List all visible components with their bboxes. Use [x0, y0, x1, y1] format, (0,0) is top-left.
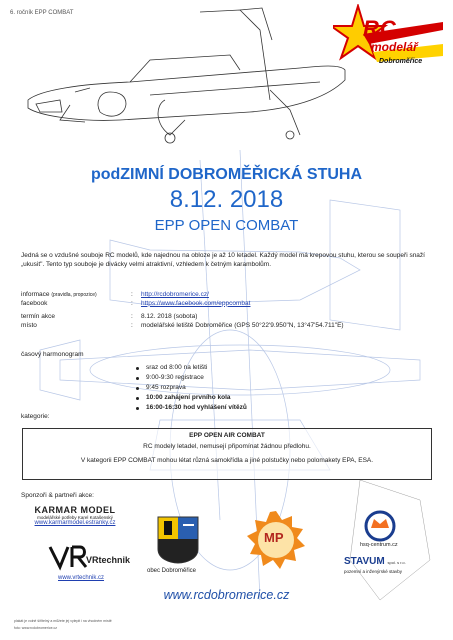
schedule-item: 9:00-9:30 registrace: [136, 373, 247, 383]
karmar-title: KARMAR MODEL: [34, 505, 116, 515]
obec-label: obec Dobroměřice: [147, 568, 197, 574]
rc-modelar-logo: [333, 4, 445, 78]
info-row-termin: [21, 313, 441, 322]
mp-text: MP: [264, 530, 284, 545]
schedule-item: 9:45 rozprava: [136, 383, 247, 393]
mp-logo: [246, 510, 306, 570]
info-block: [21, 291, 441, 330]
husqvarna-link[interactable]: hsq-centrum.cz: [360, 542, 398, 548]
stavum-text: STAVUM: [344, 556, 385, 567]
category-title: EPP OPEN AIR COMBAT: [189, 432, 265, 439]
website-link[interactable]: www.rcdobromerice.cz: [163, 588, 290, 602]
informace-note: (pravidla, propozice): [51, 292, 97, 298]
informace-label: informace: [21, 291, 50, 298]
stavum-logo: [344, 556, 406, 567]
logo-rc-text: RC: [363, 16, 397, 41]
info-row-misto: [21, 322, 441, 331]
informace-label-wrap: [21, 291, 131, 300]
logo-town-text: Dobroměřice: [379, 58, 423, 65]
category-line1: RC modely letadel, nemusejí připomínat žádnou předlohu.: [143, 442, 311, 450]
coat-of-arms-icon: [156, 515, 200, 565]
category-line2: V kategorii EPP COMBAT mohou létat různá samokřídla a jiné polstučky nebo polomakety EPA, ESA.: [80, 457, 374, 464]
logo-modelar-text: modelář: [371, 40, 418, 54]
husqvarna-logo: [360, 510, 400, 542]
colon: :: [131, 291, 133, 298]
facebook-label: facebook: [21, 299, 48, 307]
informace-link[interactable]: http://rcdobromerice.cz/: [141, 291, 209, 298]
husqvarna-crown-icon: [360, 510, 400, 542]
dobromerice-coat-of-arms: [156, 515, 200, 565]
schedule-item: 16:00-16:30 hod vyhlášení vítězů: [136, 403, 247, 413]
karmar-link[interactable]: www.karmarmodel.estranky.cz: [34, 520, 116, 526]
schedule-item: sraz od 8:00 na letišti: [136, 363, 247, 373]
fine-print-2: foto: www.rcdobromerice.cz: [14, 626, 57, 630]
karmar-sponsor: [30, 505, 120, 526]
termin-label: termín akce: [21, 313, 55, 320]
colon: :: [131, 299, 133, 307]
event-subtitle: EPP OPEN COMBAT: [154, 217, 299, 234]
sponsors-label: Sponzoři & partneři akce:: [21, 492, 94, 499]
vrtechnik-text: VRtechnik: [86, 555, 131, 565]
stavum-subtitle: pozemní a inženýrské stavby: [344, 569, 403, 574]
facebook-link[interactable]: https://www.facebook.com/eppcombat: [141, 299, 251, 307]
misto-label: místo: [21, 321, 37, 329]
schedule-label: časový harmonogram: [21, 351, 84, 358]
schedule-list: [136, 363, 247, 413]
event-date: 8.12. 2018: [169, 186, 284, 213]
colon: :: [131, 321, 133, 329]
intro-paragraph: Jedná se o vzdušné souboje RC modelů, kde najednou na obloze je až 10 letadel. Každý model má krepovou stuhu, kterou se soupeři snaží „ukusit". Tento typ souboje je divácky velmi atraktivní, vzhledem k četným karambolům.: [21, 252, 425, 268]
fine-print-1: plakát je volně šířitelný a můžete jej vylepit i na vhodném místě: [14, 619, 112, 623]
edition-label: 6. ročník EPP COMBAT: [10, 10, 74, 16]
event-title: podZIMNÍ DOBROMĚŘICKÁ STUHA: [90, 166, 363, 183]
vrtechnik-logo: [46, 545, 131, 569]
colon: :: [131, 313, 133, 320]
termin-value: 8.12. 2018 (sobota): [141, 313, 198, 320]
info-row-facebook: [21, 300, 441, 309]
category-box: [22, 428, 432, 480]
stavum-suffix: spol. s r.o.: [387, 560, 406, 565]
vrtechnik-link[interactable]: www.vrtechnik.cz: [58, 575, 105, 581]
info-row-informace: [21, 291, 441, 300]
misto-value: modelářské letiště Dobroměřice (GPS 50°22'9.950"N, 13°47'54.711"E): [141, 321, 344, 329]
karmar-subtitle: modelářské potřeby Karel Kotašenský: [37, 515, 113, 520]
category-label: kategorie:: [21, 413, 50, 420]
schedule-item: 10:00 zahájení prvního kola: [136, 393, 247, 403]
